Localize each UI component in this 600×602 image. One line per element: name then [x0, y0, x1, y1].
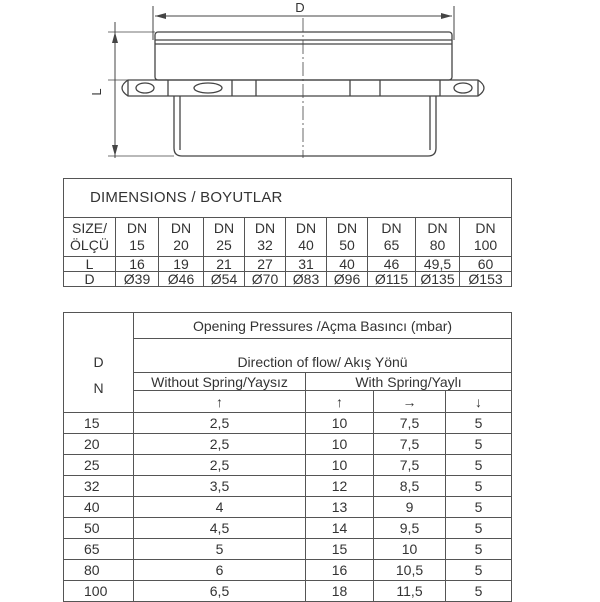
- with-spring-horizontal-value: 7,5: [374, 413, 446, 434]
- with-spring-label: With Spring/Yaylı: [306, 373, 512, 391]
- dn-value: 40: [64, 497, 134, 518]
- without-spring-value: 2,5: [134, 434, 306, 455]
- D-value: Ø135: [416, 272, 460, 287]
- opening-pressures-table: [63, 312, 512, 602]
- with-spring-down-value: 5: [446, 413, 512, 434]
- dn-value: 100: [64, 581, 134, 602]
- without-spring-value: 3,5: [134, 476, 306, 497]
- dn-value: 20: [64, 434, 134, 455]
- dimensions-L-row: [64, 257, 512, 272]
- dn-value: 65: [64, 539, 134, 560]
- dimensions-header-row: [64, 218, 512, 257]
- with-spring-horizontal-value: 10: [374, 539, 446, 560]
- L-value: 27: [245, 257, 286, 272]
- direction-of-flow-label: Direction of flow/ Akış Yönü: [134, 353, 512, 373]
- with-spring-down-value: 5: [446, 518, 512, 539]
- dn-value: 32: [64, 476, 134, 497]
- with-spring-up-value: 12: [306, 476, 374, 497]
- with-spring-down-value: 5: [446, 539, 512, 560]
- D-value: Ø83: [286, 272, 327, 287]
- arrow-up-icon: ↑: [306, 391, 374, 413]
- header-cell: DN 20: [159, 218, 204, 257]
- header-cell: DN 50: [327, 218, 368, 257]
- with-spring-up-value: 13: [306, 497, 374, 518]
- table-row: [64, 560, 512, 581]
- with-spring-down-value: 5: [446, 560, 512, 581]
- D-value: Ø96: [327, 272, 368, 287]
- table-row: [64, 581, 512, 602]
- without-spring-value: 2,5: [134, 413, 306, 434]
- arrow-down-icon: ↓: [446, 391, 512, 413]
- L-value: 16: [116, 257, 159, 272]
- with-spring-up-value: 10: [306, 434, 374, 455]
- dn-value: 80: [64, 560, 134, 581]
- D-value: Ø46: [159, 272, 204, 287]
- header-cell: DN 32: [245, 218, 286, 257]
- L-value: 60: [460, 257, 512, 272]
- D-value: Ø54: [204, 272, 245, 287]
- with-spring-up-value: 18: [306, 581, 374, 602]
- with-spring-up-value: 15: [306, 539, 374, 560]
- with-spring-up-value: 10: [306, 413, 374, 434]
- header-cell: DN 65: [368, 218, 416, 257]
- dimension-L-label: L: [89, 88, 104, 96]
- with-spring-down-value: 5: [446, 434, 512, 455]
- with-spring-up-value: 16: [306, 560, 374, 581]
- L-value: 46: [368, 257, 416, 272]
- arrow-right-icon: →: [374, 391, 446, 413]
- L-value: 49,5: [416, 257, 460, 272]
- table-row: [64, 434, 512, 455]
- header-cell: DN 100: [460, 218, 512, 257]
- valve-technical-drawing: [0, 0, 600, 170]
- D-value: Ø70: [245, 272, 286, 287]
- dn-value: 50: [64, 518, 134, 539]
- arrow-up-icon: ↑: [134, 391, 306, 413]
- table-row: [64, 518, 512, 539]
- with-spring-horizontal-value: 8,5: [374, 476, 446, 497]
- opening-pressures-title: Opening Pressures /Açma Basıncı (mbar): [134, 313, 512, 339]
- dimensions-table: [63, 178, 512, 287]
- D-value: Ø115: [368, 272, 416, 287]
- with-spring-down-value: 5: [446, 581, 512, 602]
- with-spring-horizontal-value: 11,5: [374, 581, 446, 602]
- without-spring-value: 4: [134, 497, 306, 518]
- header-cell: DN 15: [116, 218, 159, 257]
- L-value: 21: [204, 257, 245, 272]
- header-cell: DN 40: [286, 218, 327, 257]
- without-spring-value: 6,5: [134, 581, 306, 602]
- without-spring-label: Without Spring/Yaysız: [134, 373, 306, 391]
- with-spring-down-value: 5: [446, 455, 512, 476]
- dimensions-D-row: [64, 272, 512, 287]
- with-spring-horizontal-value: 9,5: [374, 518, 446, 539]
- table-row: [64, 455, 512, 476]
- with-spring-horizontal-value: 10,5: [374, 560, 446, 581]
- dimension-D-label: D: [295, 0, 305, 15]
- dn-value: 25: [64, 455, 134, 476]
- table-row: [64, 413, 512, 434]
- header-cell: DN 25: [204, 218, 245, 257]
- dn-header: D N: [64, 313, 134, 413]
- dn-value: 15: [64, 413, 134, 434]
- L-value: 19: [159, 257, 204, 272]
- table-row: [64, 539, 512, 560]
- with-spring-horizontal-value: 7,5: [374, 434, 446, 455]
- with-spring-down-value: 5: [446, 497, 512, 518]
- size-label: SIZE/ ÖLÇÜ: [64, 218, 116, 257]
- L-label: L: [64, 257, 116, 272]
- with-spring-up-value: 10: [306, 455, 374, 476]
- without-spring-value: 4,5: [134, 518, 306, 539]
- header-cell: DN 80: [416, 218, 460, 257]
- D-label: D: [64, 272, 116, 287]
- with-spring-up-value: 14: [306, 518, 374, 539]
- L-value: 40: [327, 257, 368, 272]
- L-value: 31: [286, 257, 327, 272]
- without-spring-value: 5: [134, 539, 306, 560]
- without-spring-value: 2,5: [134, 455, 306, 476]
- with-spring-down-value: 5: [446, 476, 512, 497]
- D-value: Ø39: [116, 272, 159, 287]
- dimensions-title: DIMENSIONS / BOYUTLAR: [64, 179, 512, 218]
- with-spring-horizontal-value: 9: [374, 497, 446, 518]
- with-spring-horizontal-value: 7,5: [374, 455, 446, 476]
- without-spring-value: 6: [134, 560, 306, 581]
- table-row: [64, 497, 512, 518]
- D-value: Ø153: [460, 272, 512, 287]
- table-row: [64, 476, 512, 497]
